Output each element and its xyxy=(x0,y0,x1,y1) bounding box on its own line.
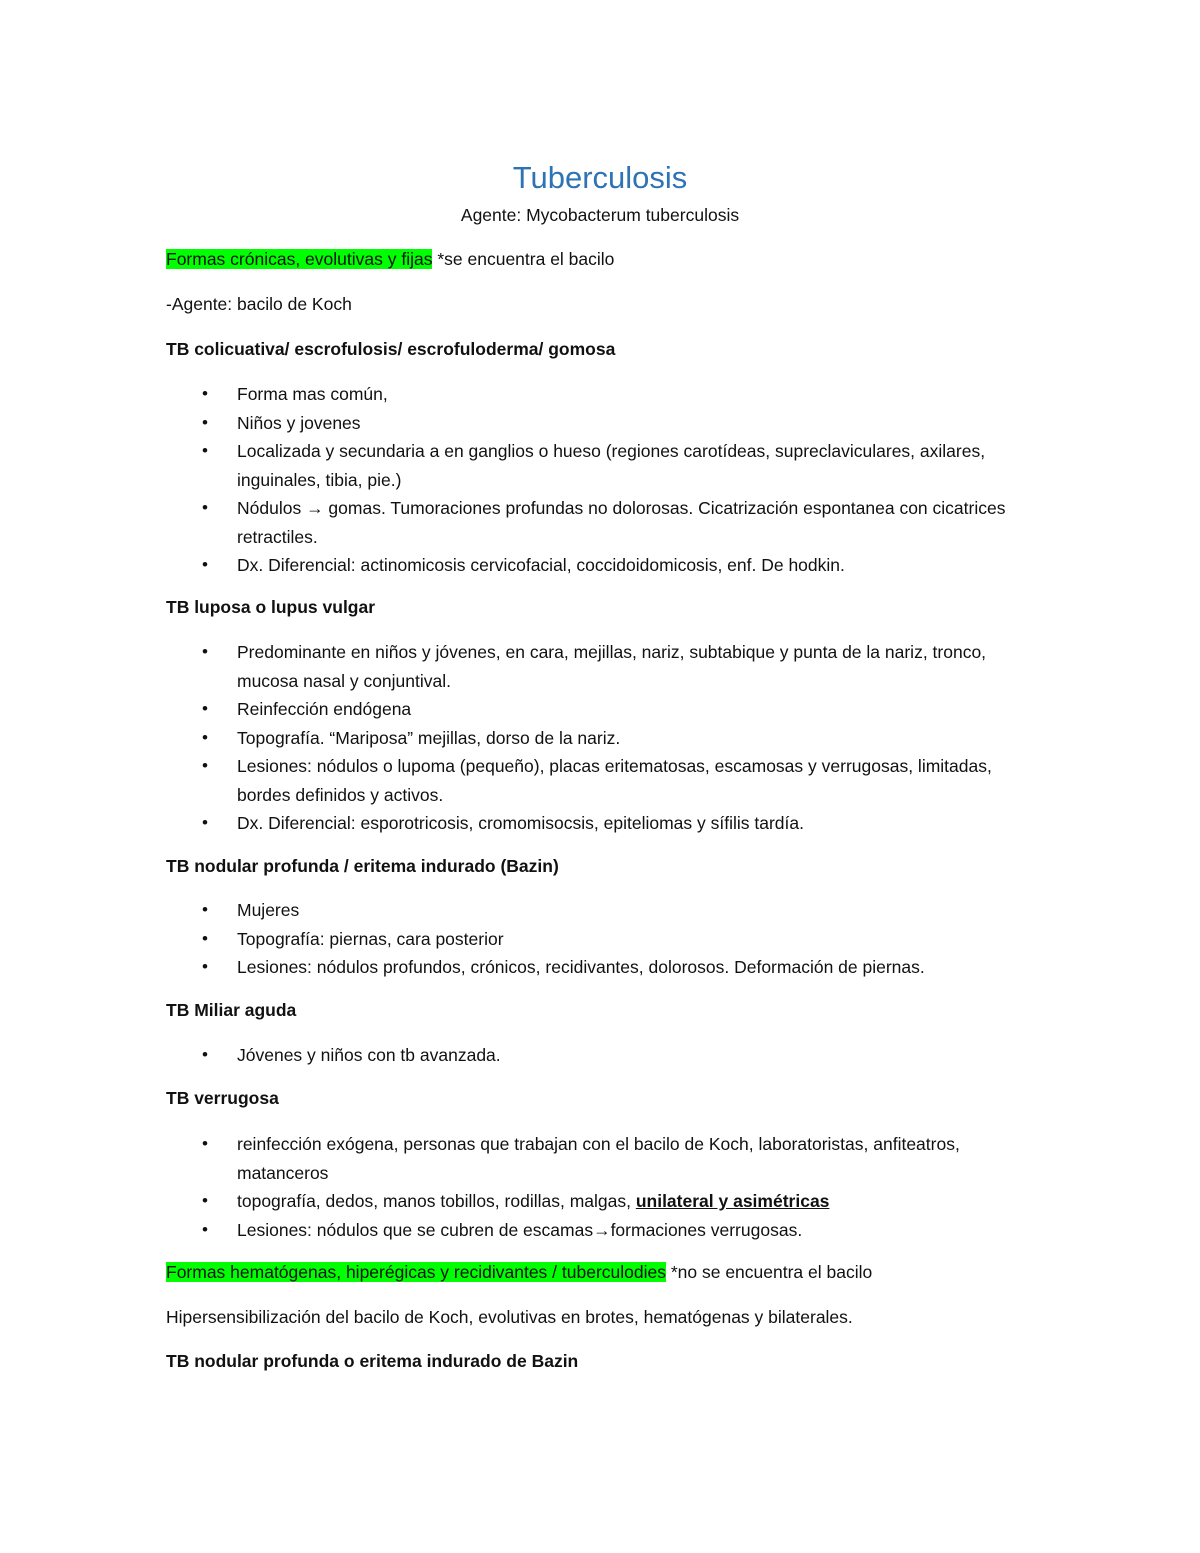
bullet-icon: • xyxy=(202,928,208,948)
list-item: • Predominante en niños y jóvenes, en cara, mejillas, nariz, subtabique y punta de la nariz, tronco, mucosa nasal y conjuntival. xyxy=(166,638,1046,695)
list-item: • Nódulos → gomas. Tumoraciones profundas no dolorosas. Cicatrización espontanea con cicatrices retractiles. xyxy=(166,494,1046,551)
list-item: • Lesiones: nódulos que se cubren de escamas→formaciones verrugosas. xyxy=(166,1216,1046,1245)
list-item: • Mujeres xyxy=(166,896,1046,925)
list-luposa xyxy=(166,638,1046,838)
list-item: • Forma mas común, xyxy=(166,380,1046,409)
list-item: • Lesiones: nódulos profundos, crónicos, recidivantes, dolorosos. Deformación de piernas. xyxy=(166,953,1046,982)
bullet-icon: • xyxy=(202,727,208,747)
bullet-icon: • xyxy=(202,1191,208,1210)
heading-bazin: TB nodular profunda o eritema indurado de Bazin xyxy=(166,1351,579,1371)
highlighted-section-label: Formas crónicas, evolutivas y fijas xyxy=(166,249,433,269)
bullet-icon: • xyxy=(202,1134,208,1153)
section-note: *se encuentra el bacilo xyxy=(432,249,615,269)
list-colicuativa xyxy=(166,380,1046,580)
bullet-icon: • xyxy=(202,555,208,574)
heading-luposa: TB luposa o lupus vulgar xyxy=(166,597,376,617)
list-item: • Niños y jovenes xyxy=(166,409,1046,438)
list-item: • Localizada y secundaria a en ganglios o hueso (regiones carotídeas, supreclaviculares, axilares, inguinales, tibia, pie.) xyxy=(166,437,1046,494)
list-verrugosa xyxy=(166,1130,1046,1244)
list-nodular xyxy=(166,896,1046,982)
heading-nodular: TB nodular profunda / eritema indurado (Bazin) xyxy=(166,856,559,876)
hypersensitivity-paragraph: Hipersensibilización del bacilo de Koch, evolutivas en brotes, hematógenas y bilaterales. xyxy=(166,1307,853,1327)
bullet-icon: • xyxy=(202,384,208,403)
bullet-icon: • xyxy=(202,1219,208,1239)
emphasized-text: unilateral y asimétricas xyxy=(635,1191,830,1211)
bullet-icon: • xyxy=(202,412,208,432)
document-title: Tuberculosis xyxy=(512,160,688,195)
list-item: • Jóvenes y niños con tb avanzada. xyxy=(166,1041,1046,1070)
list-item: • Dx. Diferencial: actinomicosis cervicofacial, coccidoidomicosis, enf. De hodkin. xyxy=(166,551,1046,580)
section-chronic-forms xyxy=(166,249,614,270)
section-note: *no se encuentra el bacilo xyxy=(665,1262,873,1282)
agent-line: -Agente: bacilo de Koch xyxy=(166,294,352,314)
bullet-icon: • xyxy=(202,1045,208,1064)
list-item: • reinfección exógena, personas que trabajan con el bacilo de Koch, laboratoristas, anfiteatros, matanceros xyxy=(166,1130,1046,1187)
heading-miliar: TB Miliar aguda xyxy=(166,1000,297,1020)
bullet-icon: • xyxy=(202,441,208,460)
bullet-icon: • xyxy=(202,498,208,517)
bullet-icon: • xyxy=(202,957,208,976)
document-subtitle: Agente: Mycobacterum tuberculosis xyxy=(460,205,740,225)
section-hematogenous-forms xyxy=(166,1262,872,1283)
bullet-icon: • xyxy=(202,813,208,832)
list-item: • topografía, dedos, manos tobillos, rodillas, malgas, unilateral y asimétricas xyxy=(166,1187,1046,1216)
bullet-icon: • xyxy=(202,900,208,919)
heading-verrugosa: TB verrugosa xyxy=(166,1088,279,1108)
heading-colicuativa: TB colicuativa/ escrofulosis/ escrofuloderma/ gomosa xyxy=(166,339,616,359)
bullet-icon: • xyxy=(202,699,208,718)
highlighted-section-label: Formas hematógenas, hiperégicas y recidivantes / tuberculodies xyxy=(166,1262,666,1282)
list-item: • Topografía: piernas, cara posterior xyxy=(166,925,1046,954)
list-item: • Dx. Diferencial: esporotricosis, cromomisocsis, epiteliomas y sífilis tardía. xyxy=(166,809,1046,838)
list-miliar xyxy=(166,1041,1046,1070)
list-item: • Reinfección endógena xyxy=(166,695,1046,724)
bullet-icon: • xyxy=(202,642,208,661)
list-item: • Lesiones: nódulos o lupoma (pequeño), placas eritematosas, escamosas y verrugosas, limitadas, bordes definidos y activos. xyxy=(166,752,1046,809)
bullet-icon: • xyxy=(202,756,208,775)
list-item: • Topografía. “Mariposa” mejillas, dorso de la nariz. xyxy=(166,724,1046,753)
